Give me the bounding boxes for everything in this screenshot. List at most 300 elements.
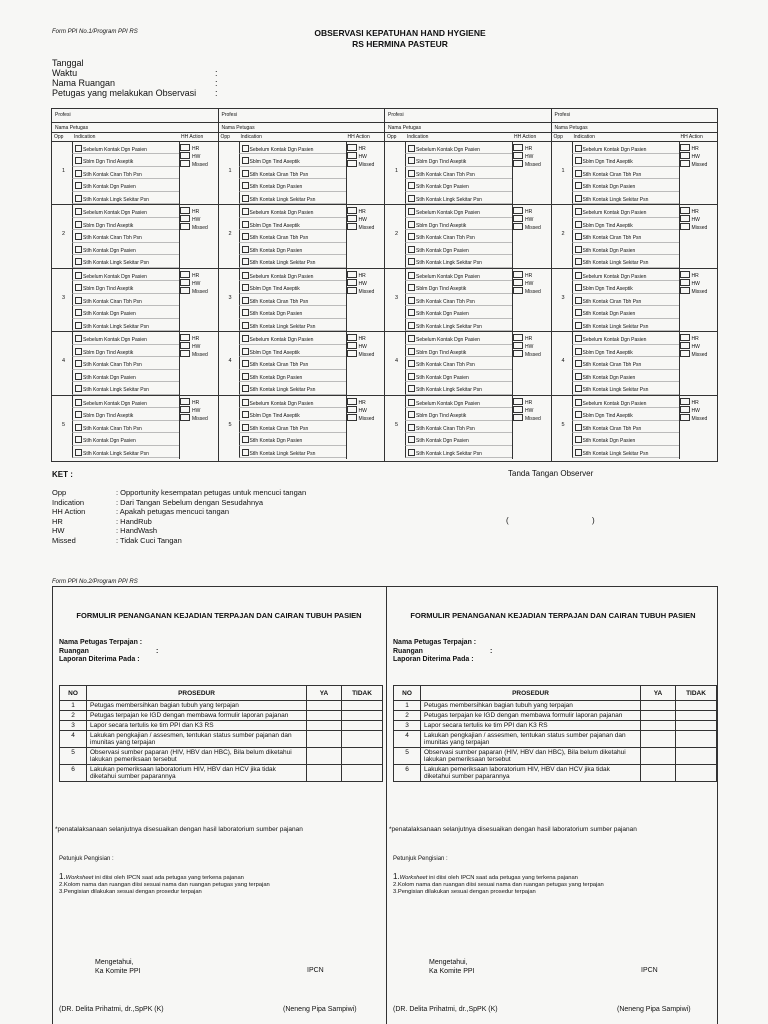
- tidak-cell[interactable]: [342, 721, 383, 731]
- indication-checkbox[interactable]: [408, 373, 415, 380]
- hh-checkbox[interactable]: [180, 144, 190, 151]
- indication-checkbox[interactable]: [575, 272, 582, 279]
- field-value[interactable]: :: [156, 647, 159, 655]
- indication-item[interactable]: [239, 269, 346, 282]
- indication-item[interactable]: [572, 167, 679, 180]
- hh-option[interactable]: [180, 215, 208, 223]
- indication-item[interactable]: [405, 281, 512, 294]
- indication-checkbox[interactable]: [75, 348, 82, 355]
- hh-checkbox[interactable]: [680, 144, 690, 151]
- indication-item[interactable]: [239, 332, 346, 345]
- hh-checkbox[interactable]: [680, 271, 690, 278]
- hh-checkbox[interactable]: [180, 334, 190, 341]
- indication-checkbox[interactable]: [242, 309, 249, 316]
- hh-option[interactable]: [347, 271, 375, 279]
- profesi-row[interactable]: Profesi: [385, 109, 551, 123]
- indication-item[interactable]: [72, 230, 179, 243]
- indication-item[interactable]: [72, 408, 179, 421]
- hh-checkbox[interactable]: [347, 144, 357, 151]
- indication-item[interactable]: [239, 281, 346, 294]
- hh-checkbox[interactable]: [347, 414, 357, 421]
- tidak-cell[interactable]: [342, 711, 383, 721]
- indication-item[interactable]: [72, 255, 179, 268]
- indication-item[interactable]: [572, 396, 679, 409]
- indication-item[interactable]: [405, 269, 512, 282]
- hh-checkbox[interactable]: [180, 342, 190, 349]
- indication-checkbox[interactable]: [575, 385, 582, 392]
- indication-checkbox[interactable]: [242, 373, 249, 380]
- hh-option[interactable]: [513, 414, 541, 422]
- hh-option[interactable]: [180, 398, 208, 406]
- hh-option[interactable]: [513, 144, 541, 152]
- indication-checkbox[interactable]: [408, 348, 415, 355]
- indication-item[interactable]: [72, 167, 179, 180]
- indication-item[interactable]: [239, 396, 346, 409]
- indication-checkbox[interactable]: [575, 157, 582, 164]
- indication-checkbox[interactable]: [575, 246, 582, 253]
- nama-petugas-row[interactable]: Nama Petugas: [552, 123, 719, 133]
- indication-item[interactable]: [572, 192, 679, 205]
- hh-checkbox[interactable]: [513, 215, 523, 222]
- indication-checkbox[interactable]: [575, 221, 582, 228]
- hh-option[interactable]: [180, 271, 208, 279]
- indication-checkbox[interactable]: [242, 246, 249, 253]
- indication-checkbox[interactable]: [242, 335, 249, 342]
- indication-item[interactable]: [72, 345, 179, 358]
- indication-checkbox[interactable]: [575, 170, 582, 177]
- indication-item[interactable]: [72, 205, 179, 218]
- indication-checkbox[interactable]: [575, 284, 582, 291]
- indication-item[interactable]: [405, 446, 512, 459]
- hh-checkbox[interactable]: [180, 279, 190, 286]
- hh-checkbox[interactable]: [513, 223, 523, 230]
- indication-item[interactable]: [405, 332, 512, 345]
- hh-checkbox[interactable]: [347, 271, 357, 278]
- hh-checkbox[interactable]: [680, 207, 690, 214]
- hh-option[interactable]: [347, 334, 375, 342]
- hh-option[interactable]: [180, 160, 208, 168]
- indication-item[interactable]: [72, 269, 179, 282]
- field-value[interactable]: :: [490, 647, 493, 655]
- hh-option[interactable]: [680, 334, 708, 342]
- indication-item[interactable]: [239, 205, 346, 218]
- hh-checkbox[interactable]: [513, 160, 523, 167]
- indication-checkbox[interactable]: [75, 373, 82, 380]
- indication-item[interactable]: [405, 218, 512, 231]
- indication-checkbox[interactable]: [575, 348, 582, 355]
- hh-checkbox[interactable]: [680, 406, 690, 413]
- indication-item[interactable]: [72, 446, 179, 459]
- indication-checkbox[interactable]: [75, 399, 82, 406]
- indication-checkbox[interactable]: [75, 449, 82, 456]
- hh-checkbox[interactable]: [513, 207, 523, 214]
- hh-option[interactable]: [347, 223, 375, 231]
- indication-checkbox[interactable]: [75, 385, 82, 392]
- indication-checkbox[interactable]: [242, 182, 249, 189]
- indication-item[interactable]: [572, 281, 679, 294]
- indication-checkbox[interactable]: [75, 297, 82, 304]
- indication-checkbox[interactable]: [75, 309, 82, 316]
- indication-item[interactable]: [405, 294, 512, 307]
- indication-item[interactable]: [572, 230, 679, 243]
- hh-option[interactable]: [513, 279, 541, 287]
- indication-checkbox[interactable]: [408, 182, 415, 189]
- indication-checkbox[interactable]: [408, 272, 415, 279]
- indication-checkbox[interactable]: [408, 297, 415, 304]
- hh-checkbox[interactable]: [680, 279, 690, 286]
- ya-cell[interactable]: [307, 701, 342, 711]
- indication-checkbox[interactable]: [408, 385, 415, 392]
- indication-checkbox[interactable]: [242, 424, 249, 431]
- indication-checkbox[interactable]: [408, 145, 415, 152]
- indication-item[interactable]: [405, 357, 512, 370]
- indication-item[interactable]: [239, 255, 346, 268]
- hh-checkbox[interactable]: [513, 350, 523, 357]
- indication-item[interactable]: [572, 179, 679, 192]
- tidak-cell[interactable]: [676, 731, 717, 748]
- indication-item[interactable]: [572, 382, 679, 395]
- hh-option[interactable]: [680, 271, 708, 279]
- indication-item[interactable]: [72, 433, 179, 446]
- indication-checkbox[interactable]: [75, 195, 82, 202]
- indication-item[interactable]: [72, 357, 179, 370]
- indication-item[interactable]: [572, 294, 679, 307]
- hh-checkbox[interactable]: [680, 160, 690, 167]
- hh-option[interactable]: [680, 207, 708, 215]
- indication-item[interactable]: [405, 319, 512, 332]
- hh-option[interactable]: [513, 287, 541, 295]
- hh-option[interactable]: [513, 215, 541, 223]
- indication-item[interactable]: [405, 243, 512, 256]
- ya-cell[interactable]: [641, 701, 676, 711]
- hh-checkbox[interactable]: [513, 334, 523, 341]
- ya-cell[interactable]: [641, 748, 676, 765]
- indication-item[interactable]: [572, 345, 679, 358]
- hh-option[interactable]: [680, 223, 708, 231]
- indication-checkbox[interactable]: [575, 373, 582, 380]
- indication-item[interactable]: [72, 218, 179, 231]
- field-value[interactable]: :: [215, 68, 218, 78]
- indication-item[interactable]: [405, 396, 512, 409]
- indication-item[interactable]: [239, 167, 346, 180]
- indication-checkbox[interactable]: [575, 436, 582, 443]
- hh-checkbox[interactable]: [180, 350, 190, 357]
- tidak-cell[interactable]: [676, 721, 717, 731]
- exposure-field[interactable]: [59, 647, 159, 657]
- hh-option[interactable]: [180, 144, 208, 152]
- indication-checkbox[interactable]: [75, 258, 82, 265]
- indication-checkbox[interactable]: [75, 208, 82, 215]
- hh-checkbox[interactable]: [180, 207, 190, 214]
- indication-checkbox[interactable]: [242, 233, 249, 240]
- indication-checkbox[interactable]: [408, 399, 415, 406]
- indication-checkbox[interactable]: [408, 436, 415, 443]
- indication-item[interactable]: [405, 205, 512, 218]
- indication-checkbox[interactable]: [408, 157, 415, 164]
- ya-cell[interactable]: [641, 731, 676, 748]
- hh-option[interactable]: [180, 152, 208, 160]
- hh-option[interactable]: [513, 406, 541, 414]
- indication-checkbox[interactable]: [575, 182, 582, 189]
- hh-option[interactable]: [347, 414, 375, 422]
- indication-checkbox[interactable]: [242, 208, 249, 215]
- indication-item[interactable]: [405, 306, 512, 319]
- indication-item[interactable]: [405, 154, 512, 167]
- hh-option[interactable]: [513, 350, 541, 358]
- indication-item[interactable]: [405, 370, 512, 383]
- indication-item[interactable]: [572, 218, 679, 231]
- hh-checkbox[interactable]: [680, 398, 690, 405]
- hh-checkbox[interactable]: [180, 223, 190, 230]
- hh-option[interactable]: [680, 144, 708, 152]
- indication-item[interactable]: [405, 142, 512, 155]
- indication-item[interactable]: [239, 142, 346, 155]
- hh-option[interactable]: [180, 287, 208, 295]
- hh-option[interactable]: [180, 279, 208, 287]
- indication-item[interactable]: [239, 306, 346, 319]
- indication-item[interactable]: [72, 281, 179, 294]
- indication-item[interactable]: [239, 370, 346, 383]
- indication-checkbox[interactable]: [242, 436, 249, 443]
- indication-item[interactable]: [405, 192, 512, 205]
- hh-checkbox[interactable]: [347, 398, 357, 405]
- indication-checkbox[interactable]: [408, 170, 415, 177]
- hh-checkbox[interactable]: [347, 334, 357, 341]
- indication-checkbox[interactable]: [408, 322, 415, 329]
- indication-item[interactable]: [239, 408, 346, 421]
- hh-checkbox[interactable]: [513, 406, 523, 413]
- profesi-row[interactable]: Profesi: [219, 109, 385, 123]
- indication-item[interactable]: [405, 179, 512, 192]
- indication-checkbox[interactable]: [575, 335, 582, 342]
- indication-checkbox[interactable]: [575, 208, 582, 215]
- indication-item[interactable]: [572, 357, 679, 370]
- hh-checkbox[interactable]: [180, 398, 190, 405]
- ya-cell[interactable]: [641, 711, 676, 721]
- hh-checkbox[interactable]: [347, 152, 357, 159]
- hh-checkbox[interactable]: [680, 350, 690, 357]
- indication-item[interactable]: [72, 306, 179, 319]
- tidak-cell[interactable]: [342, 748, 383, 765]
- field-value[interactable]: :: [215, 88, 218, 98]
- hh-checkbox[interactable]: [513, 144, 523, 151]
- indication-checkbox[interactable]: [575, 309, 582, 316]
- hh-checkbox[interactable]: [347, 279, 357, 286]
- indication-item[interactable]: [239, 179, 346, 192]
- indication-item[interactable]: [572, 332, 679, 345]
- hh-option[interactable]: [680, 414, 708, 422]
- indication-checkbox[interactable]: [242, 195, 249, 202]
- indication-checkbox[interactable]: [242, 449, 249, 456]
- indication-checkbox[interactable]: [242, 258, 249, 265]
- hh-checkbox[interactable]: [513, 271, 523, 278]
- exposure-field[interactable]: [393, 656, 476, 665]
- hh-checkbox[interactable]: [680, 223, 690, 230]
- indication-item[interactable]: [239, 357, 346, 370]
- indication-checkbox[interactable]: [75, 322, 82, 329]
- tidak-cell[interactable]: [342, 765, 383, 782]
- indication-item[interactable]: [72, 396, 179, 409]
- indication-checkbox[interactable]: [575, 233, 582, 240]
- ya-cell[interactable]: [641, 765, 676, 782]
- hh-option[interactable]: [513, 271, 541, 279]
- profesi-row[interactable]: Profesi: [552, 109, 719, 123]
- indication-item[interactable]: [239, 218, 346, 231]
- hh-checkbox[interactable]: [347, 287, 357, 294]
- indication-item[interactable]: [72, 421, 179, 434]
- hh-checkbox[interactable]: [347, 215, 357, 222]
- indication-item[interactable]: [572, 255, 679, 268]
- ya-cell[interactable]: [307, 721, 342, 731]
- indication-item[interactable]: [72, 332, 179, 345]
- indication-checkbox[interactable]: [408, 411, 415, 418]
- indication-item[interactable]: [572, 154, 679, 167]
- indication-checkbox[interactable]: [408, 258, 415, 265]
- indication-item[interactable]: [405, 382, 512, 395]
- hh-checkbox[interactable]: [680, 414, 690, 421]
- indication-item[interactable]: [239, 192, 346, 205]
- indication-item[interactable]: [405, 230, 512, 243]
- exposure-field[interactable]: [59, 656, 142, 665]
- indication-item[interactable]: [572, 446, 679, 459]
- hh-checkbox[interactable]: [347, 406, 357, 413]
- indication-item[interactable]: [572, 408, 679, 421]
- hh-option[interactable]: [347, 207, 375, 215]
- indication-checkbox[interactable]: [242, 157, 249, 164]
- hh-checkbox[interactable]: [513, 279, 523, 286]
- hh-checkbox[interactable]: [180, 215, 190, 222]
- indication-item[interactable]: [405, 433, 512, 446]
- indication-item[interactable]: [239, 154, 346, 167]
- hh-checkbox[interactable]: [513, 398, 523, 405]
- hh-checkbox[interactable]: [180, 414, 190, 421]
- indication-item[interactable]: [72, 142, 179, 155]
- hh-checkbox[interactable]: [347, 350, 357, 357]
- exposure-field[interactable]: [393, 639, 476, 648]
- indication-checkbox[interactable]: [242, 399, 249, 406]
- hh-option[interactable]: [680, 342, 708, 350]
- indication-item[interactable]: [72, 294, 179, 307]
- indication-checkbox[interactable]: [575, 360, 582, 367]
- indication-item[interactable]: [572, 205, 679, 218]
- indication-checkbox[interactable]: [575, 411, 582, 418]
- ya-cell[interactable]: [307, 765, 342, 782]
- hh-checkbox[interactable]: [347, 160, 357, 167]
- indication-checkbox[interactable]: [242, 145, 249, 152]
- indication-checkbox[interactable]: [75, 411, 82, 418]
- indication-checkbox[interactable]: [75, 145, 82, 152]
- indication-checkbox[interactable]: [75, 233, 82, 240]
- indication-checkbox[interactable]: [575, 449, 582, 456]
- indication-item[interactable]: [72, 370, 179, 383]
- indication-item[interactable]: [405, 408, 512, 421]
- indication-item[interactable]: [572, 269, 679, 282]
- indication-checkbox[interactable]: [408, 221, 415, 228]
- ya-cell[interactable]: [641, 721, 676, 731]
- indication-checkbox[interactable]: [408, 335, 415, 342]
- hh-option[interactable]: [347, 279, 375, 287]
- indication-item[interactable]: [239, 243, 346, 256]
- hh-option[interactable]: [680, 160, 708, 168]
- indication-item[interactable]: [72, 382, 179, 395]
- hh-checkbox[interactable]: [180, 271, 190, 278]
- hh-option[interactable]: [180, 350, 208, 358]
- exposure-field[interactable]: [393, 647, 493, 657]
- indication-checkbox[interactable]: [408, 233, 415, 240]
- indication-checkbox[interactable]: [575, 399, 582, 406]
- hh-option[interactable]: [680, 287, 708, 295]
- indication-item[interactable]: [572, 306, 679, 319]
- indication-checkbox[interactable]: [75, 424, 82, 431]
- hh-option[interactable]: [680, 152, 708, 160]
- indication-item[interactable]: [572, 243, 679, 256]
- indication-checkbox[interactable]: [75, 272, 82, 279]
- indication-item[interactable]: [72, 192, 179, 205]
- hh-option[interactable]: [180, 207, 208, 215]
- indication-item[interactable]: [239, 446, 346, 459]
- indication-checkbox[interactable]: [575, 424, 582, 431]
- hh-option[interactable]: [513, 160, 541, 168]
- indication-item[interactable]: [72, 319, 179, 332]
- hh-option[interactable]: [347, 144, 375, 152]
- indication-item[interactable]: [405, 255, 512, 268]
- indication-checkbox[interactable]: [242, 297, 249, 304]
- indication-checkbox[interactable]: [242, 221, 249, 228]
- ya-cell[interactable]: [307, 711, 342, 721]
- hh-option[interactable]: [347, 350, 375, 358]
- indication-item[interactable]: [72, 243, 179, 256]
- indication-checkbox[interactable]: [575, 322, 582, 329]
- hh-checkbox[interactable]: [180, 160, 190, 167]
- hh-option[interactable]: [513, 152, 541, 160]
- hh-option[interactable]: [347, 342, 375, 350]
- indication-item[interactable]: [572, 370, 679, 383]
- hh-option[interactable]: [347, 215, 375, 223]
- tidak-cell[interactable]: [676, 748, 717, 765]
- indication-item[interactable]: [405, 421, 512, 434]
- indication-item[interactable]: [572, 142, 679, 155]
- tidak-cell[interactable]: [342, 731, 383, 748]
- indication-checkbox[interactable]: [75, 170, 82, 177]
- indication-checkbox[interactable]: [575, 297, 582, 304]
- hh-option[interactable]: [347, 152, 375, 160]
- nama-petugas-row[interactable]: Nama Petugas: [385, 123, 551, 133]
- hh-option[interactable]: [347, 398, 375, 406]
- hh-option[interactable]: [347, 160, 375, 168]
- hh-checkbox[interactable]: [180, 152, 190, 159]
- indication-checkbox[interactable]: [75, 284, 82, 291]
- hh-checkbox[interactable]: [513, 414, 523, 421]
- indication-checkbox[interactable]: [75, 221, 82, 228]
- indication-item[interactable]: [239, 319, 346, 332]
- indication-checkbox[interactable]: [242, 170, 249, 177]
- indication-checkbox[interactable]: [408, 309, 415, 316]
- indication-checkbox[interactable]: [242, 411, 249, 418]
- hh-option[interactable]: [513, 398, 541, 406]
- indication-checkbox[interactable]: [575, 195, 582, 202]
- hh-checkbox[interactable]: [347, 207, 357, 214]
- profesi-row[interactable]: Profesi: [52, 109, 218, 123]
- hh-checkbox[interactable]: [680, 152, 690, 159]
- indication-item[interactable]: [239, 294, 346, 307]
- hh-option[interactable]: [180, 342, 208, 350]
- indication-checkbox[interactable]: [242, 322, 249, 329]
- indication-checkbox[interactable]: [75, 335, 82, 342]
- hh-checkbox[interactable]: [347, 342, 357, 349]
- indication-item[interactable]: [405, 345, 512, 358]
- indication-checkbox[interactable]: [408, 424, 415, 431]
- indication-checkbox[interactable]: [408, 284, 415, 291]
